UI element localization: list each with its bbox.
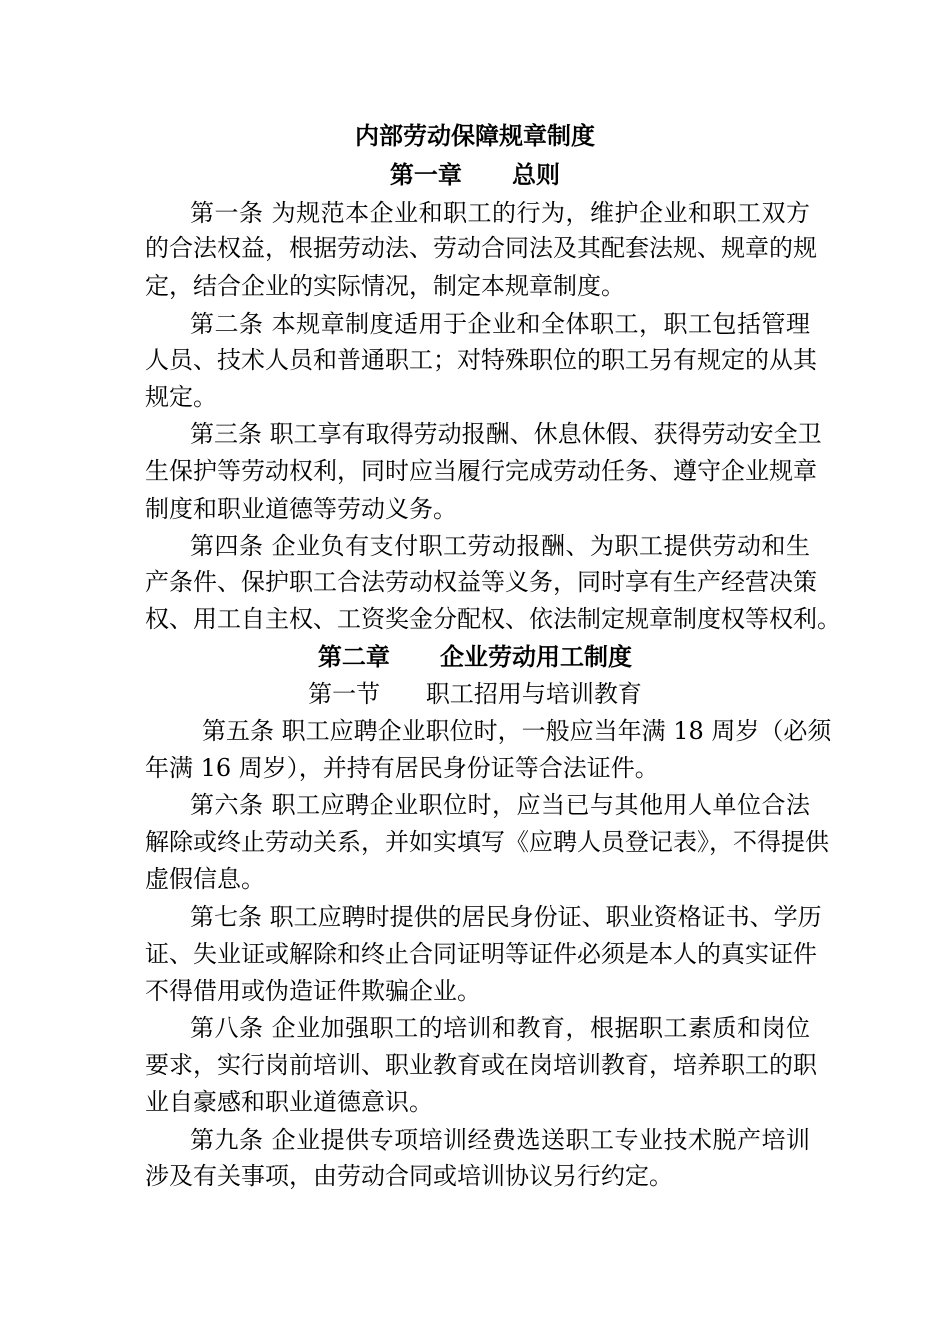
- article-6-line-3: 虚假信息。: [145, 865, 265, 893]
- article-7-line-1: 第七条 职工应聘时提供的居民身份证、职业资格证书、学历: [190, 903, 822, 931]
- article-8-line-2: 要求，实行岗前培训、职业教育或在岗培训教育，培养职工的职: [145, 1051, 817, 1079]
- article-5-line-2: 年满 16 周岁），并持有居民身份证等合法证件。: [145, 754, 659, 782]
- article-6-line-1: 第六条 职工应聘企业职位时，应当已与其他用人单位合法: [190, 791, 810, 819]
- article-5-line-1: 第五条 职工应聘企业职位时，一般应当年满 18 周岁（必须: [202, 717, 832, 745]
- article-4-line-1: 第四条 企业负有支付职工劳动报酬、为职工提供劳动和生: [190, 532, 810, 560]
- article-8-line-1: 第八条 企业加强职工的培训和教育，根据职工素质和岗位: [190, 1014, 810, 1042]
- article-4-line-3: 权、用工自主权、工资奖金分配权、依法制定规章制度权等权利。: [145, 605, 841, 633]
- article-2-line-3: 规定。: [145, 383, 217, 411]
- article-6-line-2: 解除或终止劳动关系，并如实填写《应聘人员登记表》，不得提供: [145, 828, 829, 856]
- article-7-line-2: 证、失业证或解除和终止合同证明等证件必须是本人的真实证件: [145, 940, 817, 968]
- article-7-line-3: 不得借用或伪造证件欺骗企业。: [145, 977, 481, 1005]
- chapter-1-heading: 第一章 总则: [389, 160, 561, 189]
- article-3-line-2: 生保护等劳动权利，同时应当履行完成劳动任务、遵守企业规章: [145, 457, 817, 485]
- article-4-line-2: 产条件、保护职工合法劳动权益等义务，同时享有生产经营决策: [145, 568, 817, 596]
- article-2-line-2: 人员、技术人员和普通职工；对特殊职位的职工另有规定的从其: [145, 346, 817, 374]
- article-9-line-2: 涉及有关事项，由劳动合同或培训协议另行约定。: [145, 1162, 673, 1190]
- article-1-line-1: 第一条 为规范本企业和职工的行为，维护企业和职工双方: [190, 199, 810, 227]
- article-2-line-1: 第二条 本规章制度适用于企业和全体职工，职工包括管理: [190, 310, 810, 338]
- article-1-line-3: 定，结合企业的实际情况，制定本规章制度。: [145, 272, 625, 300]
- article-8-line-3: 业自豪感和职业道德意识。: [145, 1088, 433, 1116]
- section-1-heading: 第一节 职工招用与培训教育: [308, 680, 642, 708]
- chapter-2-heading: 第二章 企业劳动用工制度: [317, 642, 633, 671]
- article-1-line-2: 的合法权益，根据劳动法、劳动合同法及其配套法规、规章的规: [145, 234, 817, 262]
- article-3-line-3: 制度和职业道德等劳动义务。: [145, 495, 457, 523]
- article-9-line-1: 第九条 企业提供专项培训经费选送职工专业技术脱产培训: [190, 1126, 810, 1154]
- article-3-line-1: 第三条 职工享有取得劳动报酬、休息休假、获得劳动安全卫: [190, 420, 822, 448]
- document-title: 内部劳动保障规章制度: [355, 121, 595, 150]
